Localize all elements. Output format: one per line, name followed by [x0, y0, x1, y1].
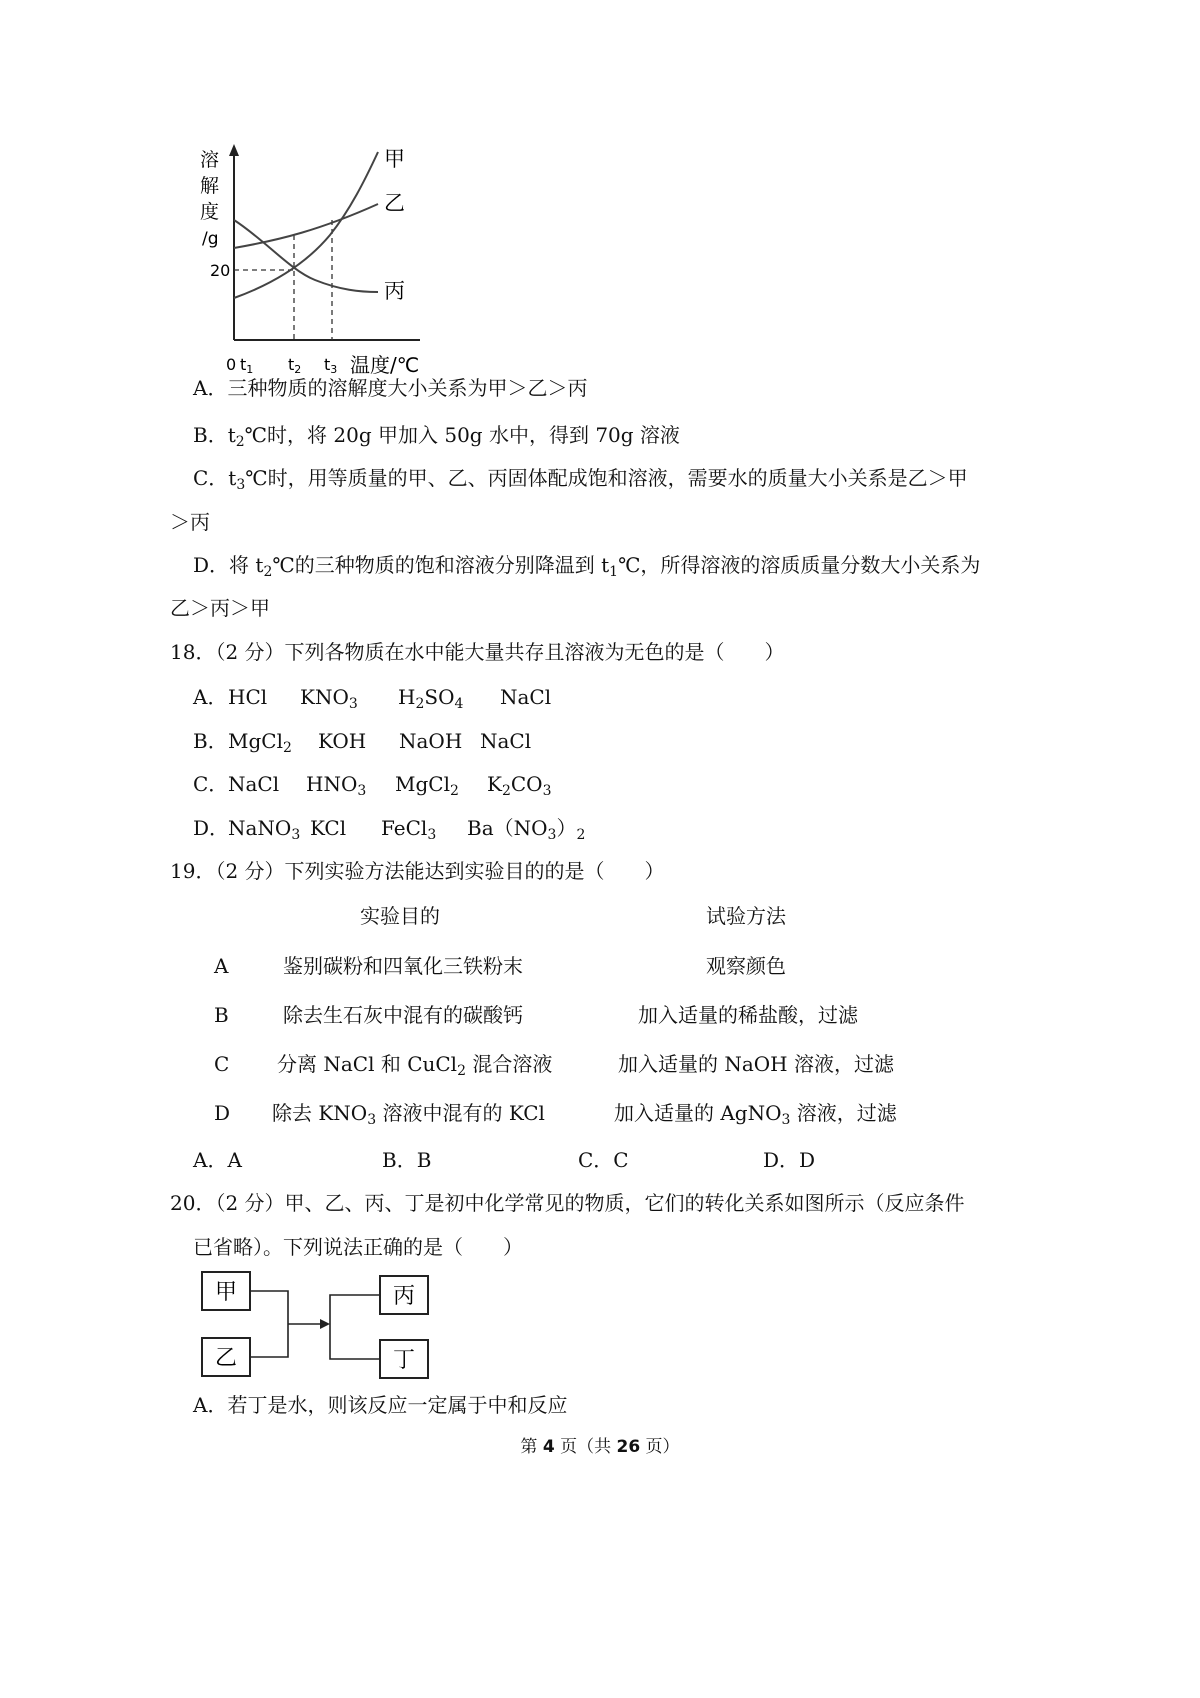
- q19-row-purpose: 分离 NaCl 和 CuCl$_2$ 混合溶液: [277, 1052, 553, 1079]
- q17-option-b: B．$t_2℃$时，将 20g 甲加入 50g 水中，得到 70g 溶液: [193, 423, 680, 450]
- y-tick-20: 20: [210, 261, 231, 280]
- q18-a-4: NaCl: [500, 685, 552, 709]
- q20-stem-line2: 已省略）。下列说法正确的是（ ）: [193, 1235, 523, 1259]
- y-label-1: 溶: [200, 149, 220, 171]
- curve-label-bing: 丙: [384, 279, 405, 303]
- q18-b-4: NaCl: [480, 729, 532, 753]
- curve-yi: [234, 204, 378, 248]
- q19-row-method: 加入适量的 NaOH 溶液，过滤: [618, 1052, 894, 1076]
- q17-option-c: C．$t_3℃$时，用等质量的甲、乙、丙固体配成饱和溶液，需要水的质量大小关系是乙＞甲: [193, 466, 968, 493]
- q19-option-c: C．C: [578, 1148, 629, 1172]
- q17-option-a: A．三种物质的溶解度大小关系为甲＞乙＞丙: [193, 376, 588, 400]
- q19-row-key: D: [214, 1101, 231, 1125]
- q18-d-4: $Ba(NO_3)_2$: [467, 816, 586, 843]
- y-axis-arrow: [229, 144, 239, 156]
- q18-c-1: NaCl: [228, 772, 280, 796]
- q18-c-3: MgCl$_2$: [395, 772, 459, 799]
- q19-row-method: 加入适量的稀盐酸，过滤: [638, 1003, 858, 1027]
- box-yi-label: 乙: [215, 1346, 238, 1371]
- q18-a-3: $H_2SO_4$: [398, 685, 464, 712]
- solubility-chart: [190, 140, 450, 380]
- arrow-head: [320, 1319, 330, 1329]
- y-label-2: 解: [200, 175, 220, 197]
- page-total: 26: [616, 1437, 641, 1457]
- q18-d-1: NaNO$_3$: [228, 816, 301, 843]
- q18-a-2: $KNO_3$: [300, 685, 358, 712]
- x-tick-t1: t1: [240, 355, 254, 376]
- q18-d-label: D．: [193, 816, 230, 840]
- q20-option-a: A．若丁是水，则该反应一定属于中和反应: [193, 1393, 568, 1417]
- q19-stem: 19．（2 分）下列实验方法能达到实验目的的是（ ）: [170, 859, 665, 883]
- q18-d-2: KCl: [310, 816, 347, 840]
- page-number: 4: [542, 1437, 555, 1457]
- reaction-diagram: [200, 1268, 470, 1393]
- q19-row-method: 加入适量的 AgNO$_3$ 溶液，过滤: [614, 1101, 897, 1128]
- q19-row-key: B: [214, 1003, 229, 1027]
- q19-row-method: 观察颜色: [706, 954, 786, 978]
- q18-c-4: $K_2CO_3$: [487, 772, 552, 799]
- y-label-4: /g: [202, 229, 219, 249]
- box-bing-label: 丙: [393, 1284, 416, 1309]
- x-tick-t3: t3: [324, 355, 338, 376]
- q19-col-purpose: 实验目的: [360, 904, 440, 928]
- curve-label-yi: 乙: [384, 191, 405, 215]
- q19-row-key: C: [214, 1052, 230, 1076]
- page-footer: 第 4 页（共 26 页）: [520, 1437, 680, 1457]
- box-jia-label: 甲: [215, 1280, 238, 1305]
- box-ding-label: 丁: [393, 1348, 416, 1373]
- q18-b-2: KOH: [318, 729, 367, 753]
- connector-left: [250, 1291, 288, 1357]
- curve-label-jia: 甲: [384, 147, 405, 171]
- q18-d-3: FeCl$_3$: [381, 816, 437, 843]
- q17-option-d: D．将 $t_2℃$的三种物质的饱和溶液分别降温到 $t_1℃$，所得溶液的溶质质量分数大小关系为: [193, 553, 981, 580]
- q17-option-d-cont: 乙＞丙＞甲: [170, 596, 270, 620]
- q20-stem-line1: 20．（2 分）甲、乙、丙、丁是初中化学常见的物质，它们的转化关系如图所示（反应条件: [170, 1191, 965, 1215]
- q18-stem: 18．（2 分）下列各物质在水中能大量共存且溶液为无色的是（ ）: [170, 640, 785, 664]
- q19-option-d: D．D: [763, 1148, 816, 1172]
- q19-option-b: B．B: [382, 1148, 432, 1172]
- q19-row-purpose: 除去生石灰中混有的碳酸钙: [283, 1003, 523, 1027]
- q17-option-c-cont: ＞丙: [170, 510, 210, 534]
- connector-right: [330, 1295, 380, 1359]
- q18-c-label: C．: [193, 772, 229, 796]
- x-tick-t2: t2: [288, 355, 302, 376]
- x-label: 温度/℃: [350, 353, 420, 377]
- x-tick-0: 0: [226, 355, 237, 374]
- q19-col-method: 试验方法: [706, 904, 786, 928]
- q18-b-label: B．: [193, 729, 228, 753]
- y-label-3: 度: [200, 201, 220, 223]
- q19-row-purpose: 除去 $KNO_3$ 溶液中混有的 KCl: [272, 1101, 545, 1128]
- q18-b-3: NaOH: [399, 729, 463, 753]
- q18-c-2: $HNO_3$: [306, 772, 367, 799]
- q18-b-1: MgCl$_2$: [228, 729, 292, 756]
- q18-a-1: HCl: [228, 685, 268, 709]
- q19-row-purpose: 鉴别碳粉和四氧化三铁粉末: [283, 954, 523, 978]
- q18-a-label: A．: [193, 685, 228, 709]
- q19-option-a: A．A: [193, 1148, 242, 1172]
- q19-row-key: A: [214, 954, 229, 978]
